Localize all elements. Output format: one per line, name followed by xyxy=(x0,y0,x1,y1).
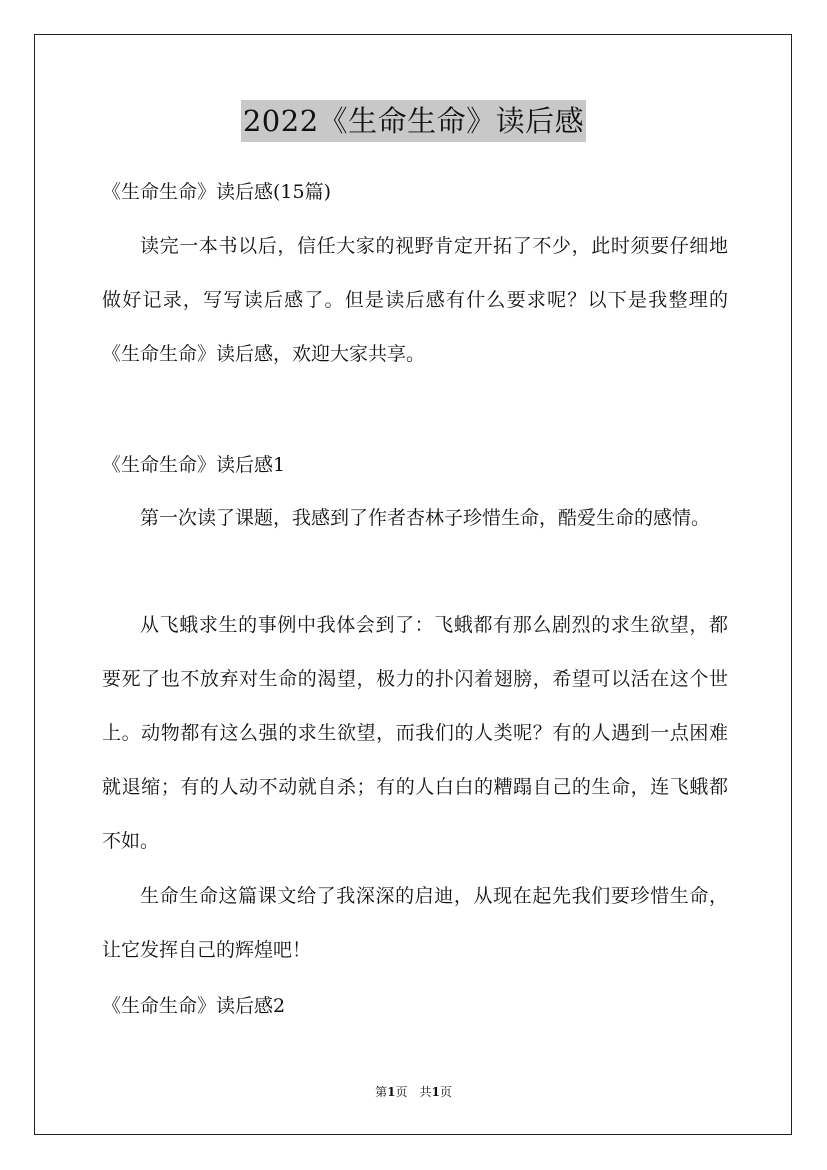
section-1-paragraph-1: 第一次读了课题，我感到了作者杏林子珍惜生命，酷爱生命的感情。 xyxy=(140,507,711,529)
title-wrap xyxy=(0,100,827,142)
document-subtitle: 《生命生命》读后感(15篇) xyxy=(102,181,332,203)
footer-page-mid: 页 共 xyxy=(395,1085,432,1099)
section-1-paragraph-3: 生命生命这篇课文给了我深深的启迪，从现在起先我们要珍惜生命，让它发挥自己的辉煌吧！ xyxy=(102,885,728,961)
document-title: 2022《生命生命》读后感 xyxy=(241,100,586,142)
footer-page-total: 1 xyxy=(431,1085,440,1099)
section-1-heading: 《生命生命》读后感1 xyxy=(102,454,286,476)
footer-page-suffix: 页 xyxy=(439,1085,452,1099)
page-footer xyxy=(0,1084,827,1100)
footer-page-current: 1 xyxy=(387,1085,396,1099)
section-2-heading: 《生命生命》读后感2 xyxy=(102,995,286,1017)
footer-page-prefix: 第 xyxy=(375,1085,388,1099)
section-1-paragraph-2: 从飞蛾求生的事例中我体会到了：飞蛾都有那么剧烈的求生欲望，都要死了也不放弃对生命的渴望，极力的扑闪着翅膀，希望可以活在这个世上。动物都有这么强的求生欲望，而我们的人类呢？有的人遇到一点困难就退缩；有的人动不动就自杀；有的人白白的糟蹋自己的生命，连飞蛾都不如。 xyxy=(102,614,728,852)
intro-paragraph: 读完一本书以后，信任大家的视野肯定开拓了不少，此时须要仔细地做好记录，写写读后感了。但是读后感有什么要求呢？以下是我整理的《生命生命》读后感，欢迎大家共享。 xyxy=(102,235,728,365)
